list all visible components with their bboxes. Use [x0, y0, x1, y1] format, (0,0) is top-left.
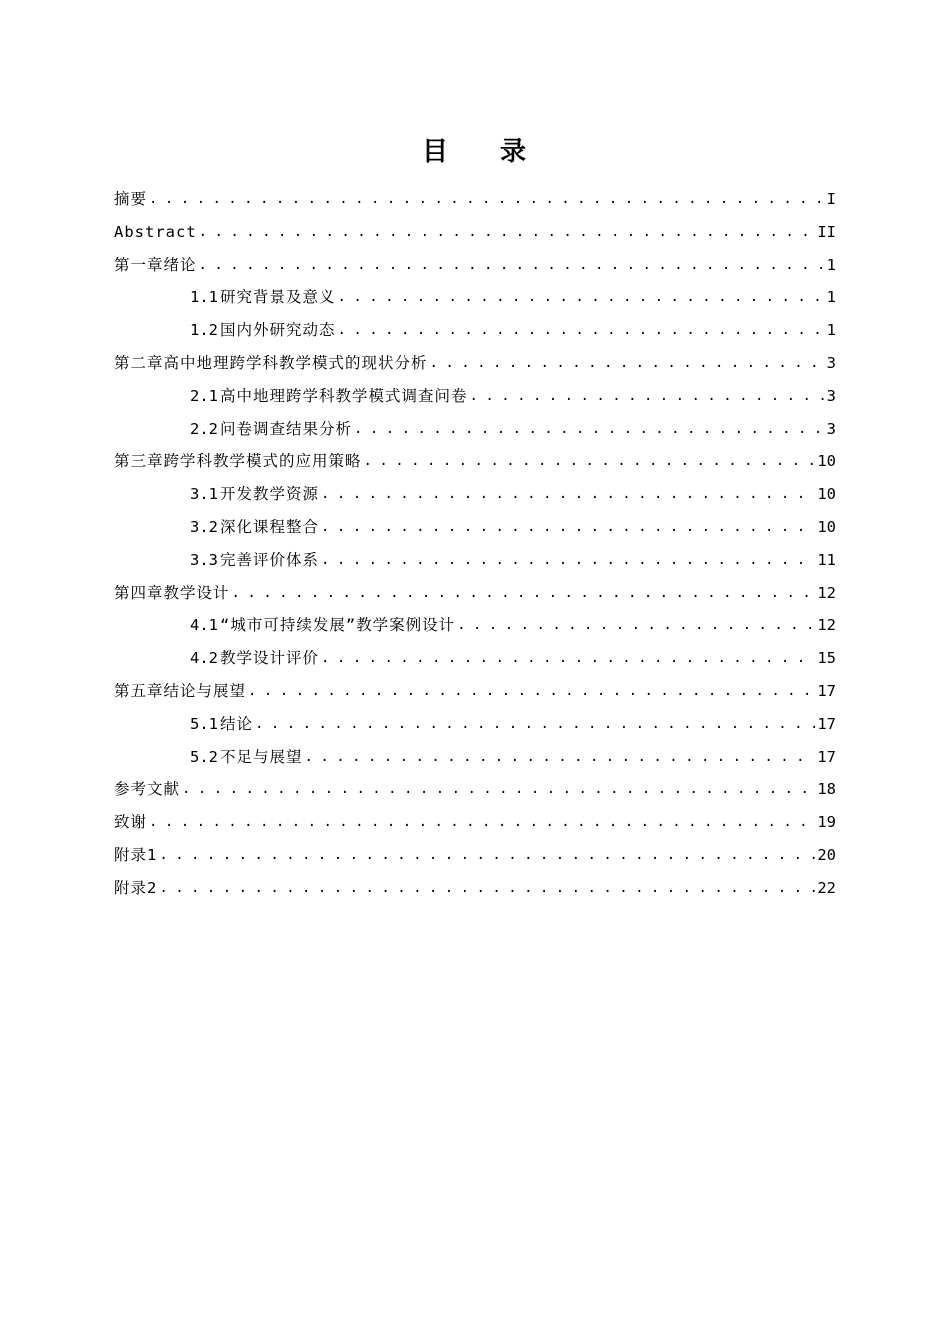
toc-section-number: 5.1: [190, 714, 218, 733]
toc-entry[interactable]: [114, 413, 836, 446]
toc-dot-leader: [199, 215, 816, 249]
toc-entry-label: [164, 577, 230, 610]
toc-dot-leader: [248, 674, 815, 708]
toc-section-number: 4.1: [190, 616, 218, 635]
toc-page-number: 10: [817, 485, 836, 504]
toc-entry-label: [164, 675, 247, 708]
toc-page-number: 1: [826, 321, 836, 340]
toc-entry-text: 深化课程整合: [220, 517, 320, 536]
toc-entry-text: 跨学科教学模式的应用策略: [163, 452, 362, 471]
toc-section-number: 3.2: [190, 517, 218, 536]
toc-entry-label: [190, 314, 336, 347]
toc-entry-text: 附录2: [114, 878, 158, 897]
toc-entry-label: [114, 839, 157, 872]
toc-page-number: 17: [817, 747, 836, 766]
toc-entry-label: [190, 281, 336, 314]
toc-entry-label: [164, 445, 362, 478]
toc-entry-text: 绪论: [163, 255, 197, 274]
toc-page-number: 15: [817, 649, 836, 668]
toc-dot-leader: [321, 641, 815, 675]
toc-entry[interactable]: [114, 872, 836, 905]
toc-dot-leader: [182, 772, 815, 806]
toc-entry-text: 结论与展望: [163, 681, 247, 700]
toc-entry-label: [190, 544, 319, 577]
toc-entry[interactable]: [114, 544, 836, 577]
toc-entry[interactable]: [114, 839, 836, 872]
toc-dot-leader: [364, 444, 816, 478]
toc-entry[interactable]: [114, 675, 836, 708]
toc-entry-label: [164, 249, 197, 282]
toc-page-number: 12: [817, 616, 836, 635]
toc-page-number: 19: [817, 813, 836, 832]
toc-entry[interactable]: [114, 314, 836, 347]
toc-entry-text: 结论: [220, 714, 254, 733]
toc-dot-leader: [149, 805, 815, 839]
toc-entry[interactable]: [114, 347, 836, 380]
toc-title: [0, 134, 950, 170]
toc-page-number: 17: [817, 714, 836, 733]
toc-chapter-number: 第一章: [114, 255, 164, 274]
toc-entry-text: 高中地理跨学科教学模式的现状分析: [163, 353, 428, 372]
toc-entry[interactable]: [114, 609, 836, 642]
toc-entry-label: [114, 216, 197, 249]
toc-entry-text: 高中地理跨学科教学模式调查问卷: [220, 386, 468, 405]
toc-entry-text: 开发教学资源: [220, 485, 320, 504]
toc-entry-label: [190, 380, 468, 413]
toc-dot-leader: [255, 707, 815, 741]
toc-page-number: 22: [817, 878, 836, 897]
toc-section-number: 2.2: [190, 419, 218, 438]
toc-section-number: 1.1: [190, 288, 218, 307]
toc-entry-text: 摘要: [114, 190, 148, 208]
toc-section-number: 3.1: [190, 485, 218, 504]
toc-page-number: II: [817, 222, 836, 241]
toc-list: [114, 183, 836, 905]
toc-entry-text: 教学设计: [163, 583, 230, 602]
toc-title-right: 录: [500, 137, 529, 167]
toc-chapter-number: 第五章: [114, 681, 164, 700]
toc-entry-text: 国内外研究动态: [220, 321, 336, 340]
toc-entry-text: 参考文献: [114, 780, 181, 799]
toc-section-number: 5.2: [190, 747, 218, 766]
toc-entry[interactable]: [114, 708, 836, 741]
toc-dot-leader: [232, 576, 816, 610]
toc-entry[interactable]: [114, 478, 836, 511]
toc-page-number: 3: [826, 353, 836, 372]
toc-dot-leader: [457, 608, 815, 642]
toc-section-number: 1.2: [190, 321, 218, 340]
toc-entry-label: [190, 642, 319, 675]
toc-section-number: 3.3: [190, 550, 218, 569]
toc-entry[interactable]: [114, 249, 836, 282]
toc-entry[interactable]: [114, 281, 836, 314]
toc-entry[interactable]: [114, 445, 836, 478]
toc-entry-text: Abstract: [114, 222, 197, 241]
toc-page-number: 18: [817, 780, 836, 799]
toc-title-left: 目: [421, 137, 450, 167]
toc-entry[interactable]: [114, 773, 836, 806]
toc-page-number: 3: [826, 386, 836, 405]
toc-dot-leader: [321, 510, 815, 544]
toc-dot-leader: [305, 740, 816, 774]
toc-page-number: 12: [817, 583, 836, 602]
toc-section-number: 4.2: [190, 649, 218, 668]
toc-dot-leader: [159, 871, 815, 905]
toc-dot-leader: [199, 248, 824, 282]
toc-entry-text: “城市可持续发展”教学案例设计: [220, 616, 456, 635]
toc-page-number: I: [826, 190, 836, 208]
toc-dot-leader: [470, 379, 824, 413]
toc-entry[interactable]: [114, 806, 836, 839]
toc-entry-label: [190, 609, 455, 642]
toc-page-number: 10: [817, 452, 836, 471]
toc-entry[interactable]: [114, 380, 836, 413]
toc-entry[interactable]: [114, 216, 836, 249]
toc-entry-text: 致谢: [114, 813, 148, 832]
toc-page-number: 17: [817, 681, 836, 700]
toc-entry[interactable]: [114, 577, 836, 610]
toc-page-number: 20: [817, 845, 836, 864]
toc-entry-label: [114, 773, 180, 806]
toc-page-number: 11: [817, 550, 836, 569]
toc-entry-label: [114, 183, 147, 216]
toc-dot-leader: [159, 838, 815, 872]
toc-chapter-number: 第四章: [114, 583, 164, 602]
toc-dot-leader: [354, 412, 824, 446]
toc-entry[interactable]: [114, 511, 836, 544]
toc-entry-text: 研究背景及意义: [220, 288, 336, 307]
toc-entry[interactable]: [114, 183, 836, 216]
toc-entry-text: 完善评价体系: [220, 550, 320, 569]
toc-entry[interactable]: [114, 741, 836, 774]
toc-entry-label: [190, 741, 303, 774]
toc-dot-leader: [149, 182, 824, 216]
toc-entry-text: 附录1: [114, 845, 158, 864]
toc-entry-text: 教学设计评价: [220, 649, 320, 668]
toc-dot-leader: [321, 477, 815, 511]
toc-page-number: 3: [826, 419, 836, 438]
toc-chapter-number: 第二章: [114, 353, 164, 372]
toc-page-number: 1: [826, 288, 836, 307]
toc-entry-label: [190, 413, 352, 446]
toc-entry-label: [190, 708, 253, 741]
toc-dot-leader: [321, 543, 815, 577]
toc-page-number: 10: [817, 517, 836, 536]
toc-page-number: 1: [826, 255, 836, 274]
toc-section-number: 2.1: [190, 386, 218, 405]
toc-entry-text: 问卷调查结果分析: [220, 419, 353, 438]
toc-entry-label: [114, 806, 147, 839]
toc-dot-leader: [338, 313, 824, 347]
toc-entry-text: 不足与展望: [220, 747, 303, 766]
toc-dot-leader: [338, 280, 824, 314]
toc-entry[interactable]: [114, 642, 836, 675]
toc-entry-label: [190, 478, 319, 511]
toc-entry-label: [164, 347, 428, 380]
toc-chapter-number: 第三章: [114, 452, 164, 471]
toc-entry-label: [190, 511, 319, 544]
toc-dot-leader: [430, 346, 824, 380]
toc-entry-label: [114, 872, 157, 905]
